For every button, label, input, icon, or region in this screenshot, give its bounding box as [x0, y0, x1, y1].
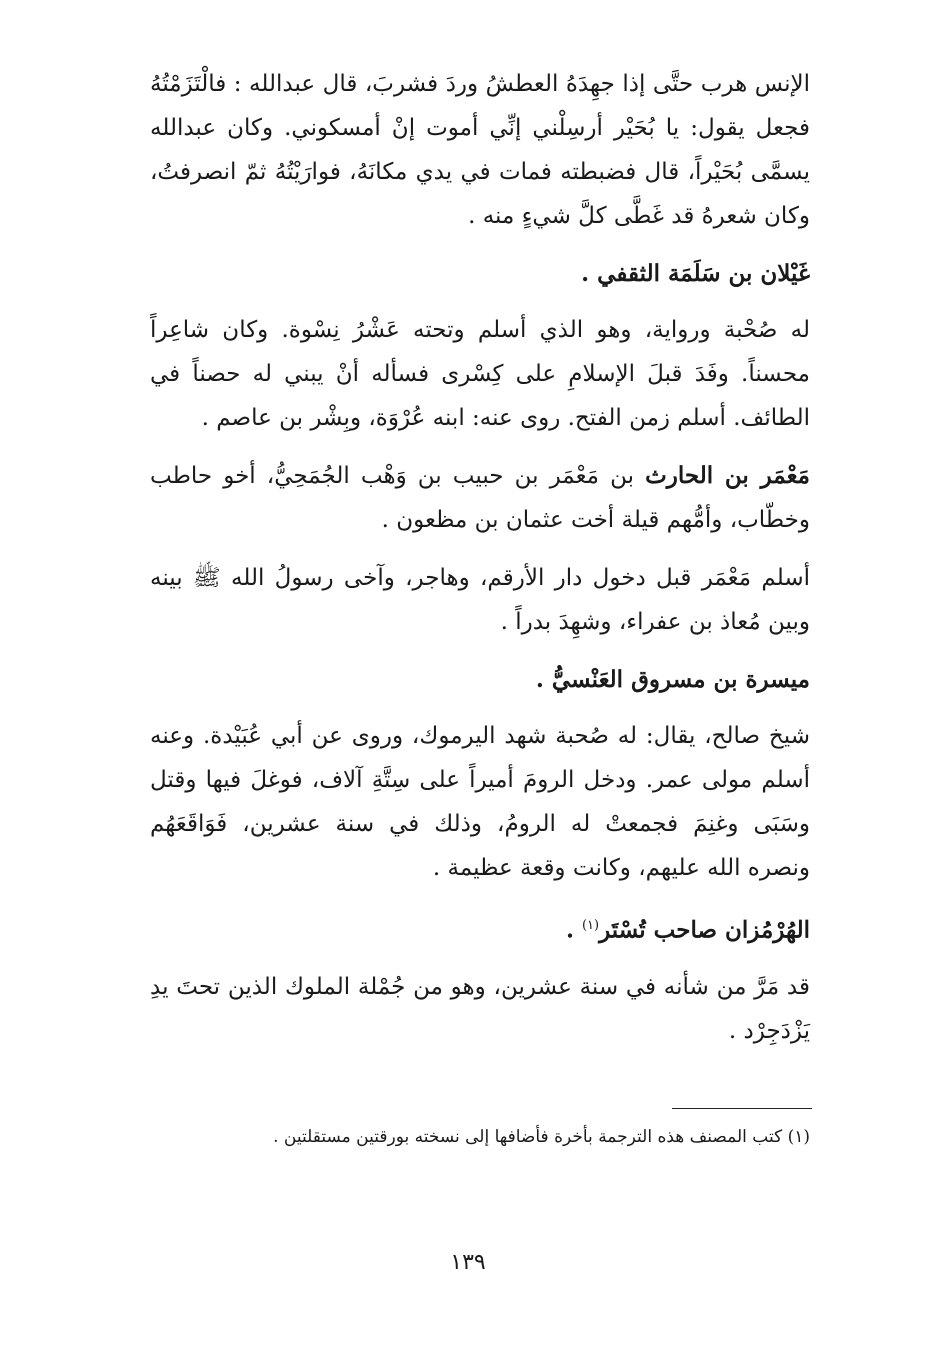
- heading-maysara: ميسرة بن مسروق العَنْسيُّ .: [535, 666, 810, 693]
- heading-mamar: مَعْمَر بن الحارث: [645, 462, 811, 489]
- paragraph-2: له صُحْبة ورواية، وهو الذي أسلم وتحته عَشْرُ نِسْوة. وكان شاعِراً محسناً. وفَدَ قبلَ الإسلامِ على كِسْرى فسأله أنْ يبني له حصناً في الطائف. أسلم زمن الفتح. روى عنه: ابنه عُرْوَة، وبِشْر بن عاصم .: [150, 317, 810, 431]
- heading-hurmuzan: [150, 904, 810, 953]
- heading-ghaylan: غَيْلان بن سَلَمَة الثقفي .: [581, 260, 810, 287]
- footnote: (١) كتب المصنف هذه الترجمة بأخرة فأضافها إلى نسخته بورقتين مستقلتين .: [273, 1127, 810, 1147]
- paragraph-4: أسلم مَعْمَر قبل دخول دار الأرقم، وهاجر، وآخى رسولُ الله ﷺ بينه وبين مُعاذ بن عفراء، وشهِدَ بدراً .: [150, 565, 810, 635]
- paragraph-3-text: بن مَعْمَر بن حبيب بن وَهْب الجُمَحِيُّ، أخو حاطب وخطّاب، وأمُّهم قيلة أخت عثمان بن مظعون .: [150, 463, 810, 533]
- heading-hurmuzan-text: الهُرْمُزان صاحب تُسْتَر: [599, 916, 810, 944]
- page-number: ١٣٩: [450, 1250, 486, 1275]
- page-body: [150, 62, 810, 1067]
- paragraph-6: قد مَرَّ من شأنه في سنة عشرين، وهو من جُمْلة الملوك الذين تحتَ يدِ يَزْدَجِرْد .: [150, 973, 810, 1044]
- footnote-divider: [672, 1108, 812, 1109]
- paragraph-3-heading-mamar: [150, 454, 810, 542]
- paragraph-5: شيخ صالح، يقال: له صُحبة شهد اليرموك، وروى عن أبي عُبَيْدة. وعنه أسلم مولى عمر. ودخل الرومَ أميراً على سِتَّةِ آلاف، فوغلَ فيها وقتل وسَبَى وغنِمَ فجمعتْ له الرومُ، وذلك في سنة عشرين، فَوَاقَعَهُم ونصره الله عليهم، وكانت وقعة عظيمة .: [150, 723, 810, 881]
- heading-hurmuzan-end: .: [565, 916, 582, 944]
- paragraph-1: الإنس هرب حتَّى إذا جهِدَهُ العطشُ وردَ فشربَ، قال عبدالله : فالْتَزَمْتُهُ فجعل يقول: يا بُحَيْر أرسِلْني إنِّي أموت إنْ أمسكوني. وكان عبدالله يسمَّى بُحَيْراً، قال فضبطته فمات في يدي مكانَهُ، فوارَيْتُهُ ثمّ انصرفتُ، وكان شعرهُ قد غَطَّى كلَّ شيءٍ منه .: [150, 71, 810, 229]
- footnote-reference: (١): [581, 918, 600, 933]
